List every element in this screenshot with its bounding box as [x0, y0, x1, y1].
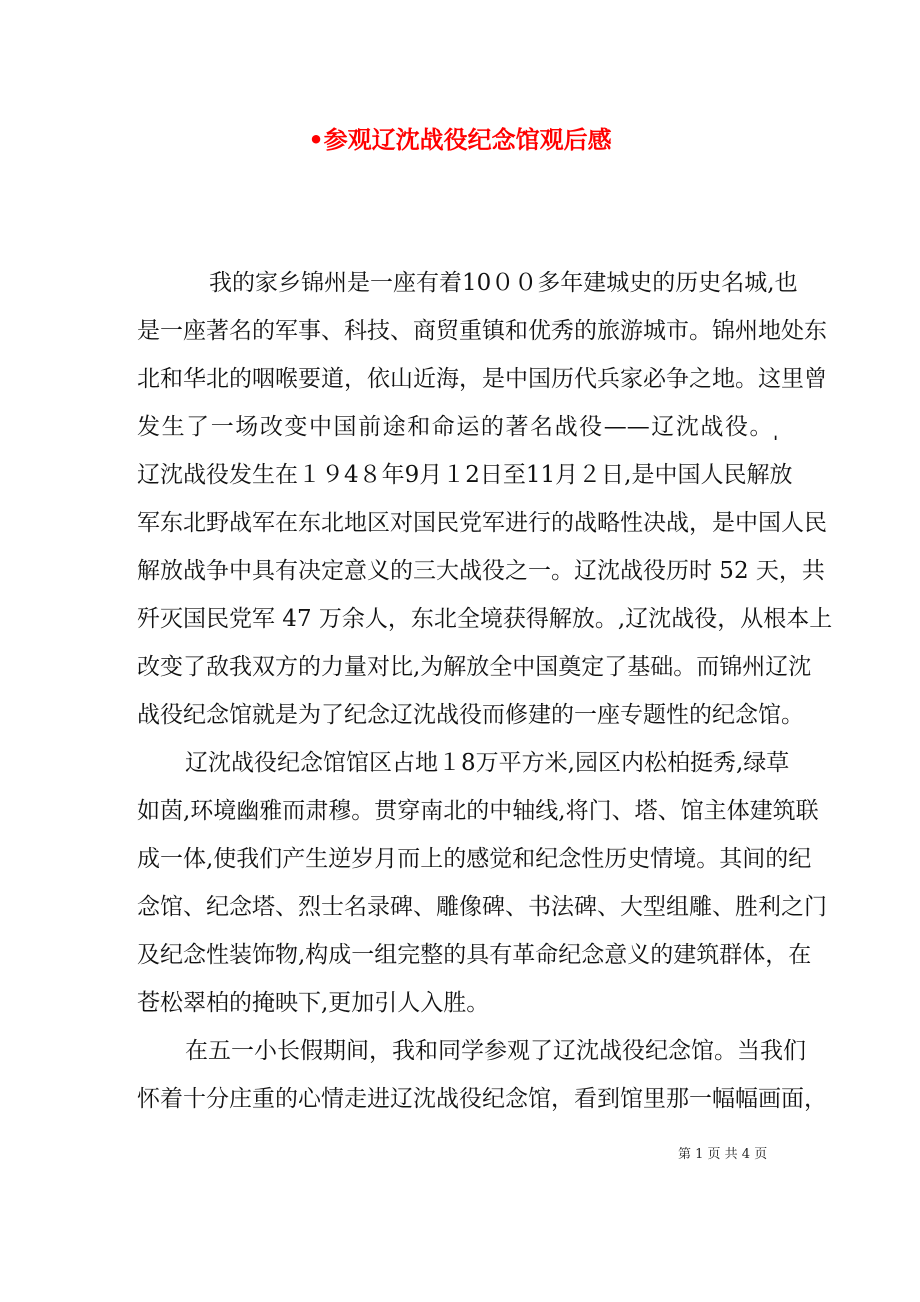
- text-line: 成一体,使我们产生逆岁月而上的感觉和纪念性历史情境。其间的纪: [137, 846, 812, 872]
- text-line: 改变了敌我双方的力量对比,为解放全中国奠定了基础。而锦州辽沈: [137, 654, 812, 680]
- text-line: 北和华北的咽喉要道，依山近海，是中国历代兵家必争之地。这里曾: [137, 366, 827, 392]
- text-line: 怀着十分庄重的心情走进辽沈战役纪念馆，看到馆里那一幅幅画面，: [137, 1086, 827, 1112]
- text-line: 解放战争中具有决定意义的三大战役之一。辽沈战役历时 52 天，共: [137, 558, 825, 584]
- document-body: [137, 266, 833, 1130]
- text-line: 念馆、纪念塔、烈士名录碑、雕像碑、书法碑、大型组雕、胜利之门: [137, 894, 827, 920]
- paragraph-1: [137, 266, 833, 746]
- text-line: 及纪念性装饰物,构成一组完整的具有革命纪念意义的建筑群体，在: [137, 942, 812, 968]
- text-line: 发生了一场改变中国前途和命运的著名战役——辽沈战役。 ̩: [137, 414, 783, 440]
- text-line: 歼灭国民党军 47 万余人，东北全境获得解放。,辽沈战役，从根本上: [137, 606, 833, 632]
- text-line: 军东北野战军在东北地区对国民党军进行的战略性决战，是中国人民: [137, 510, 827, 536]
- text-line: 战役纪念馆就是为了纪念辽沈战役而修建的一座专题性的纪念馆。: [137, 702, 804, 728]
- paragraph-3: [137, 1034, 827, 1130]
- text-line: 苍松翠柏的掩映下,更加引人入胜。: [137, 990, 490, 1016]
- text-line: 如茵,环境幽雅而肃穆。贯穿南北的中轴线,将门、塔、馆主体建筑联: [137, 798, 819, 824]
- text-line: 在五一小长假期间，我和同学参观了辽沈战役纪念馆。当我们: [185, 1038, 806, 1064]
- text-line: 是一座著名的军事、科技、商贸重镇和优秀的旅游城市。锦州地处东: [137, 318, 827, 344]
- text-line: 辽沈战役纪念馆馆区占地１8万平方米,园区内松柏挺秀,绿草: [185, 750, 790, 776]
- paragraph-2: [137, 746, 827, 1034]
- text-line: 我的家乡锦州是一座有着10００多年建城史的历史名城,也: [209, 270, 798, 296]
- document-title: •参观辽沈战役纪念馆观后感: [308, 126, 612, 154]
- text-line: 辽沈战役发生在１９4８年9月１2日至11月２日,是中国人民解放: [137, 462, 793, 488]
- page-number: 第 1 页 共 4 页: [678, 1147, 768, 1162]
